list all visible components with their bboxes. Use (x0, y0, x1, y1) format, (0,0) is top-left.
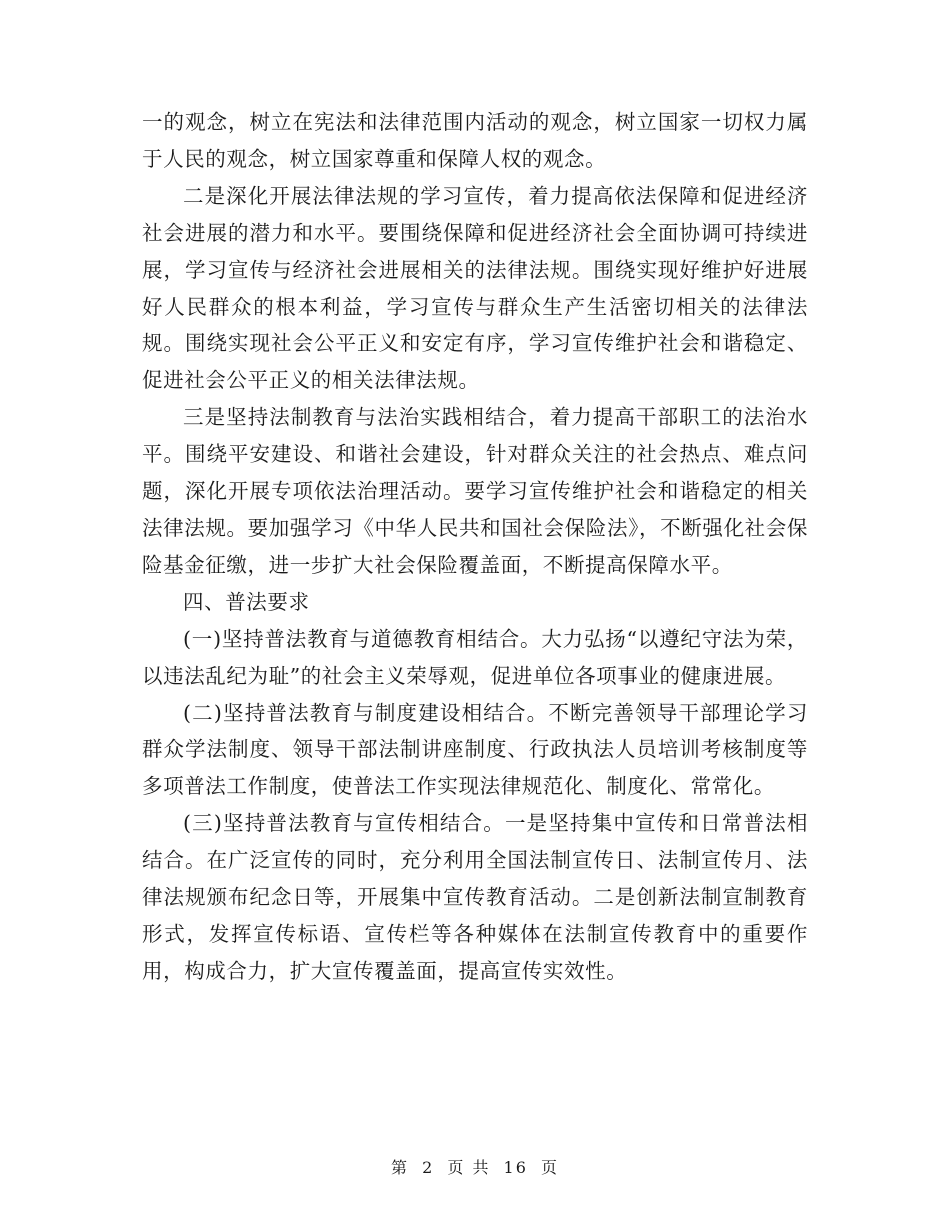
paragraph-5: (二)坚持普法教育与制度建设相结合。不断完善领导干部理论学习群众学法制度、领导干部法制讲座制度、行政执法人员培训考核制度等多项普法工作制度，使普法工作实现法律规范化、制度化、常常化。 (142, 700, 808, 799)
paragraph-2: 二是深化开展法律法规的学习宣传，着力提高依法保障和促进经济社会进展的潜力和水平。要围绕保障和促进经济社会全面协调可持续进展，学习宣传与经济社会进展相关的法律法规。围绕实现好维护好进展好人民群众的根本利益，学习宣传与群众生产生活密切相关的法律法规。围绕实现社会公平正义和安定有序，学习宣传维护社会和谐稳定、促进社会公平正义的相关法律法规。 (142, 183, 808, 393)
page-footer (0, 1155, 950, 1178)
document-body (142, 104, 808, 990)
paragraph-6: (三)坚持普法教育与宣传相结合。一是坚持集中宣传和日常普法相结合。在广泛宣传的同时，充分利用全国法制宣传日、法制宣传月、法律法规颁布纪念日等，开展集中宣传教育活动。二是创新法制宣制教育形式，发挥宣传标语、宣传栏等各种媒体在法制宣传教育中的重要作用，构成合力，扩大宣传覆盖面，提高宣传实效性。 (142, 811, 808, 983)
footer-suffix: 页 (541, 1158, 560, 1177)
footer-middle: 页 共 (447, 1158, 491, 1177)
section-heading: 四、普法要求 (183, 589, 310, 614)
footer-total-pages: 16 (503, 1158, 528, 1177)
paragraph-1: 一的观念，树立在宪法和法律范围内活动的观念，树立国家一切权力属于人民的观念，树立国家尊重和保障人权的观念。 (142, 110, 808, 171)
paragraph-4: (一)坚持普法教育与道德教育相结合。大力弘扬“以遵纪守法为荣，以违法乱纪为耻”的社会主义荣辱观，促进单位各项事业的健康进展。 (142, 626, 808, 688)
paragraph-3: 三是坚持法制教育与法治实践相结合，着力提高干部职工的法治水平。围绕平安建设、和谐社会建设，针对群众关注的社会热点、难点问题，深化开展专项依法治理活动。要学习宣传维护社会和谐稳定的相关法律法规。要加强学习《中华人民共和国社会保险法》，不断强化社会保险基金征缴，进一步扩大社会保险覆盖面，不断提高保障水平。 (142, 405, 808, 577)
footer-prefix: 第 (390, 1158, 409, 1177)
footer-page-number: 2 (422, 1158, 435, 1177)
